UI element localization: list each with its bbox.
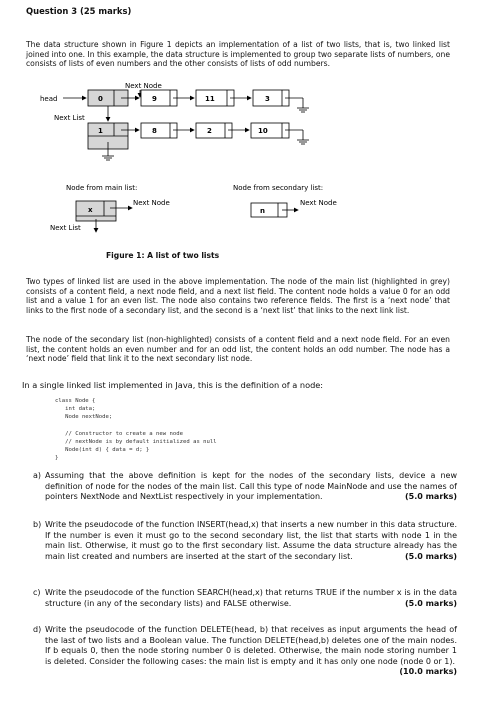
question-c-letter: c) [33, 588, 41, 597]
legend-secondary-title: Node from secondary list: [233, 184, 324, 192]
code-line: Node nextNode; [55, 413, 113, 420]
row1-node-2 [196, 90, 251, 106]
legend-main-value: x [88, 206, 93, 214]
question-c [33, 588, 457, 609]
row2-node-2 [196, 123, 249, 138]
legend-secondary-value: n [260, 207, 265, 215]
legend-next-node-main: Next Node [133, 199, 170, 207]
row2-node-3 [251, 123, 309, 144]
question-a-text: Assuming that the above definition is kept for the nodes of the secondary lists, device a new definition of node for the nodes of the main list. Call this type of node MainNode and use the names of pointers NextNode and NextList respectively in your implementation. [45, 471, 457, 502]
row1-node-3-value: 3 [265, 95, 270, 103]
question-d-marks: (10.0 marks) [399, 667, 457, 677]
code-line: int data; [55, 405, 96, 412]
paragraph-main-list: Two types of linked list are used in the above implementation. The node of the main list (highlighted in grey) consists of a content field, a next node field, and a next list field. The content node holds a value 0 for an odd list and a value 1 for an even list. The node also contains two reference fields. The first is a ‘next node’ that links to the first node of a secondary list, and the second is a ‘next list’ that links to the next link list. [26, 277, 450, 315]
code-line: } [55, 454, 59, 461]
question-b [33, 520, 457, 562]
main-node-1 [88, 123, 139, 160]
row1-node-1-value: 9 [152, 95, 157, 103]
intro-paragraph: The data structure shown in Figure 1 depicts an implementation of a list of two lists, that is, two linked list joined into one. In this example, the data structure is implemented to group two separate lists of numbers, one consists of lists of even numbers and the other consists of lists of odd numbers. [26, 40, 450, 69]
question-d [33, 625, 457, 678]
row1-node-2-value: 11 [205, 95, 215, 103]
legend-next-list: Next List [50, 224, 81, 232]
row2-node-3-value: 10 [258, 127, 268, 135]
question-a-marks: (5.0 marks) [404, 492, 457, 502]
code-line: // Constructor to create a new node [55, 431, 183, 437]
question-b-letter: b) [33, 520, 42, 529]
row2-node-1 [141, 123, 194, 138]
question-c-text: Write the pseudocode of the function SEARCH(head,x) that returns TRUE if the number x is in the data structure (in any of the secondary lists) and FALSE otherwise. [45, 588, 457, 608]
question-c-marks: (5.0 marks) [404, 598, 457, 608]
question-b-marks: (5.0 marks) [404, 551, 457, 561]
question-title: Question 3 (25 marks) [26, 6, 132, 16]
code-line: Node(int d) { data = d; } [55, 446, 150, 453]
main-node-1-value: 1 [98, 127, 103, 135]
main-node-0 [88, 90, 139, 121]
question-d-letter: d) [33, 625, 42, 634]
code-block-constructor [55, 431, 217, 463]
legend-main-node [50, 199, 170, 232]
row2-node-1-value: 8 [152, 127, 157, 135]
next-node-label-top: Next Node [125, 82, 162, 90]
code-block-class [55, 398, 112, 422]
main-node-0-value: 0 [98, 95, 103, 103]
question-b-text: Write the pseudocode of the function INSERT(head,x) that inserts a new number in this data structure. If the number is even it must go to the second secondary list, the list that starts with node 1 in the main list. Otherwise, it must go to the first secondary list. Assume the data structure already has the main list created and numbers are inserted at the start of the secondary list. [45, 520, 457, 561]
legend-main-title: Node from main list: [66, 184, 138, 192]
question-d-text: Write the pseudocode of the function DELETE(head, b) that receives as input arguments the head of the last of two lists and a Boolean value. The function DELETE(head,b) deletes one of the main nodes. If b equals 0, then the node storing number 0 is deleted. Otherwise, the main node storing number 1 is deleted. Consider the following cases: the main list is empty and it has only one node (node 0 or 1). [45, 625, 457, 666]
question-a-letter: a) [33, 471, 42, 480]
code-line: // nextNode is by default initialized as null [55, 438, 217, 445]
paragraph-java-intro: In a single linked list implemented in Java, this is the definition of a node: [22, 380, 324, 390]
paragraph-secondary-list: The node of the secondary list (non-highlighted) consists of a content field and a next node field. For an even list, the content holds an even number and for an odd list, the content holds an odd number. The node has a ‘next node’ field that link it to the next secondary list node. [26, 335, 450, 364]
head-label: head [40, 95, 58, 103]
code-line: class Node { [55, 398, 96, 404]
next-list-label-mid: Next List [54, 114, 85, 122]
row2-node-2-value: 2 [207, 127, 212, 135]
figure-1-diagram [0, 78, 485, 250]
row1-node-1 [141, 90, 194, 106]
figure-caption: Figure 1: A list of two lists [106, 251, 220, 260]
legend-next-node-secondary: Next Node [300, 199, 337, 207]
row1-node-3 [253, 90, 309, 112]
legend-secondary-node [251, 199, 337, 217]
question-a [33, 471, 457, 503]
